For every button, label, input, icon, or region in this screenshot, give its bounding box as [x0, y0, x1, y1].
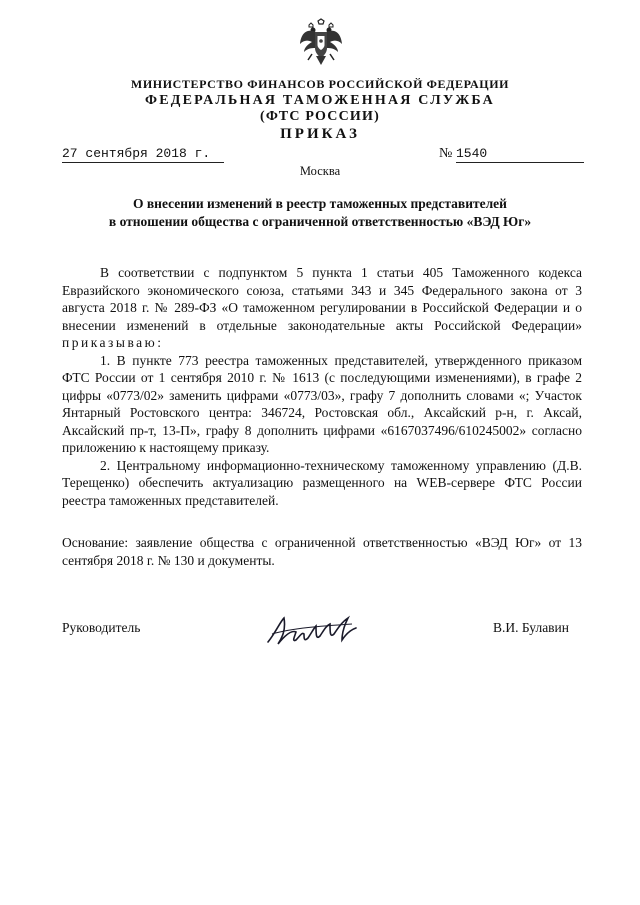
- order-item-2: 2. Центральному информационно-техническому таможенному управлению (Д.В. Терещенко) обеспечить актуализацию размещенного на WEB-сервере ФТС России реестра таможенных представителей.: [62, 457, 582, 508]
- order-number: 1540: [456, 146, 584, 163]
- coat-of-arms-icon: [298, 18, 344, 68]
- order-number-label: №: [439, 146, 453, 161]
- preamble-text: В соответствии с подпунктом 5 пункта 1 статьи 405 Таможенного кодекса Евразийского экономического союза, статьями 343 и 345 Федерального закона от 3 августа 2018 г. № 289-ФЗ «О таможенном регулировании в Российской Федерации и о внесении изменений в отдельные законодательные акты Российской Федерации»: [62, 265, 582, 333]
- document-type-heading: ПРИКАЗ: [280, 126, 360, 142]
- handwritten-signature: [262, 604, 362, 654]
- order-title-line-2: в отношении общества с ограниченной ответственностью «ВЭД Юг»: [108, 214, 532, 229]
- order-city: Москва: [299, 164, 341, 178]
- order-body: [62, 264, 582, 509]
- basis-paragraph: Основание: заявление общества с ограниченной ответственностью «ВЭД Юг» от 13 сентября 2018 г. № 130 и документы.: [62, 535, 582, 568]
- order-title-line-1: О внесении изменений в реестр таможенных представителей: [133, 196, 507, 211]
- order-word: приказываю:: [62, 335, 164, 350]
- order-title: [0, 195, 640, 231]
- agency-heading: ФЕДЕРАЛЬНАЯ ТАМОЖЕННАЯ СЛУЖБА: [145, 93, 495, 108]
- order-date: 27 сентября 2018 г.: [62, 146, 224, 163]
- agency-short-heading: (ФТС РОССИИ): [260, 109, 380, 124]
- order-item-1: 1. В пункте 773 реестра таможенных представителей, утвержденного приказом ФТС России от 1 сентября 2010 г. № 1613 (с последующими изменениями), в графе 2 цифры «0773/02» заменить цифрами «0773/03», графу 7 дополнить словами «; Участок Янтарный Ростовского центра: 346724, Ростовская обл., Аксайский р-н, г. Аксай, Аксайский пр-т, 13-П», графу 8 дополнить цифрами «6167037496/610245002» согласно приложению к настоящему приказу.: [62, 352, 582, 455]
- signer-position: Руководитель: [62, 620, 141, 635]
- preamble-paragraph: [62, 264, 582, 352]
- signer-name: В.И. Булавин: [493, 620, 570, 635]
- ministry-heading: МИНИСТЕРСТВО ФИНАНСОВ РОССИЙСКОЙ ФЕДЕРАЦИИ: [130, 77, 510, 91]
